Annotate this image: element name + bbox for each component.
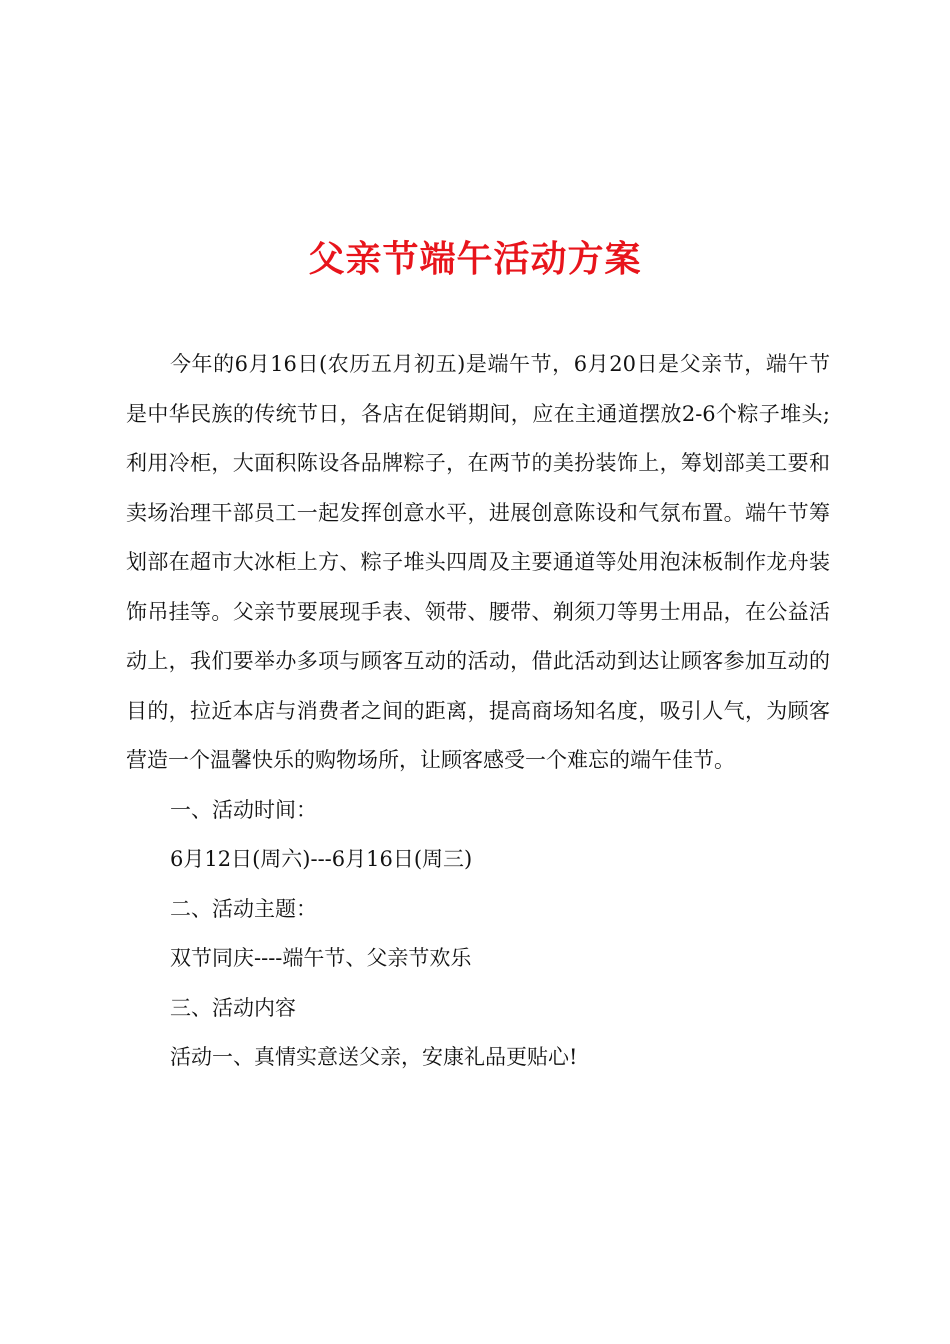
section3-content: 活动一、真情实意送父亲，安康礼品更贴心! <box>170 1045 578 1069</box>
document-body <box>126 340 830 1083</box>
section2-heading: 二、活动主题： <box>170 896 317 921</box>
document-title: 父亲节端午活动方案 <box>308 238 642 281</box>
section1-content: 6月12日(周六)---6月16日(周三) <box>170 847 473 871</box>
intro-paragraph: 今年的6月16日(农历五月初五)是端午节，6月20日是父亲节，端午节是中华民族的传统节日，各店在促销期间，应在主通道摆放2-6个粽子堆头;利用冷柜，大面积陈设各品牌粽子，在两节的美扮装饰上，筹划部美工要和卖场治理干部员工一起发挥创意水平，进展创意陈设和气氛布置。端午节筹划部在超市大冰柜上方、粽子堆头四周及主要通道等处用泡沫板制作龙舟装饰吊挂等。父亲节要展现手表、领带、腰带、剃须刀等男士用品，在公益活动上，我们要举办多项与顾客互动的活动，借此活动到达让顾客参加互动的目的，拉近本店与消费者之间的距离，提高商场知名度，吸引人气，为顾客营造一个温馨快乐的购物场所，让顾客感受一个难忘的端午佳节。 <box>126 352 830 772</box>
section2-content: 双节同庆----端午节、父亲节欢乐 <box>170 946 472 970</box>
section3-heading: 三、活动内容 <box>170 995 296 1020</box>
section1-heading: 一、活动时间： <box>170 797 317 822</box>
